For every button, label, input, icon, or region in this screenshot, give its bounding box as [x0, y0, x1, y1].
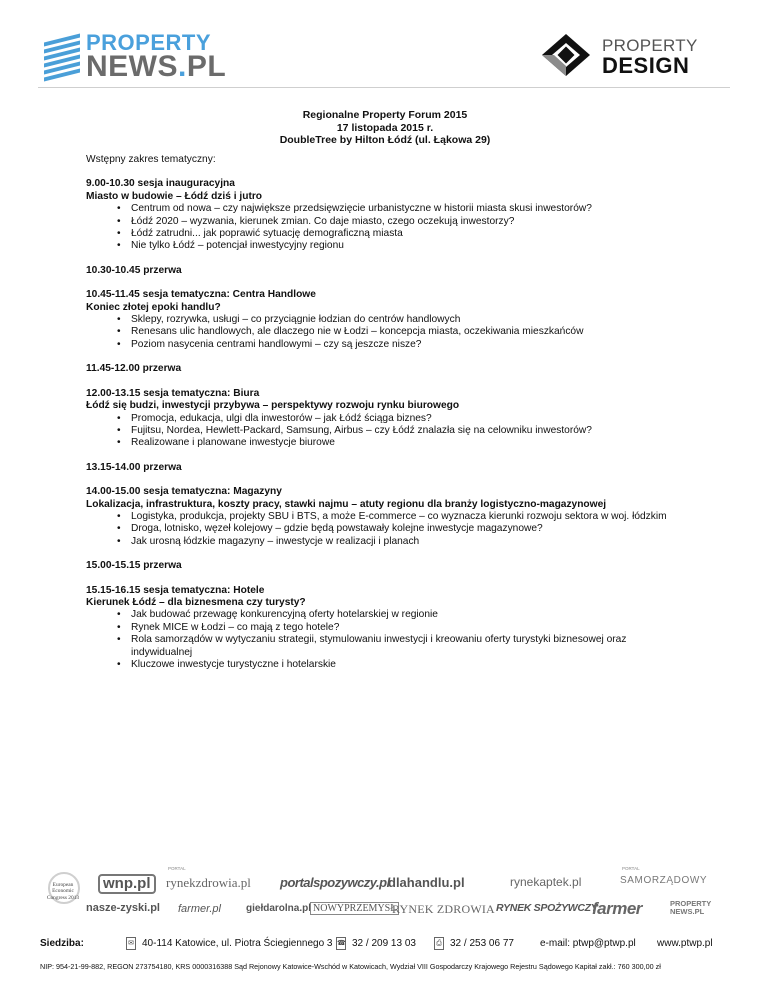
break-heading: 11.45-12.00 przerwa — [86, 363, 182, 375]
topic-item: • Rynek MICE w Łodzi – co mają z tego hotele? — [131, 622, 686, 634]
logo-portal-label: PORTAL — [622, 866, 640, 871]
logo-rynekspozywczy: RYNEK SPOŻYWCZY — [496, 902, 598, 914]
phone-icon: ☎ — [336, 937, 346, 950]
agenda-body — [86, 154, 686, 683]
logo-dlahandlu: dlahandlu.pl — [388, 875, 465, 890]
property-design-mark-icon — [540, 32, 592, 78]
break-heading: 15.00-15.15 przerwa — [86, 560, 182, 572]
agenda-break — [86, 363, 686, 375]
topic-item: • Poziom nasycenia centrami handlowymi – czy są jeszcze nisze? — [131, 339, 686, 351]
logo-farmer-pl: farmer.pl — [178, 903, 221, 915]
logo-gieldarolna: giełdarolna.pl — [246, 903, 312, 914]
session-time-heading: 12.00-13.15 sesja tematyczna: Biura — [86, 387, 260, 399]
logo-word-property: PROPERTY — [86, 30, 212, 55]
address-text: 40-114 Katowice, ul. Piotra Ściegiennego 3 — [142, 938, 333, 949]
topic-item: • Promocja, edukacja, ulgi dla inwestorów – jak Łódź ściąga biznes? — [131, 413, 686, 425]
topic-item: • Łódź zatrudni... jak poprawić sytuację demograficzną miasta — [131, 228, 686, 240]
logo-propertynews-small: PROPERTY NEWS.PL — [670, 899, 712, 916]
building-stack-icon — [44, 32, 80, 78]
logo-word-news: NEWS.PL — [86, 50, 227, 83]
topic-item: • Jak budować przewagę konkurencyjną oferty hotelarskiej w regionie — [131, 609, 686, 621]
topic-item: • Sklepy, rozrywka, usługi – co przyciągnie łodzian do centrów handlowych — [131, 314, 686, 326]
topic-list — [86, 314, 686, 351]
topic-item: • Logistyka, produkcja, projekty SBU i BTS, a może E-commerce – co wyznacza kierunki rozwoju sektora w woj. łódzkim — [131, 511, 686, 523]
email-text: e-mail: ptwp@ptwp.pl — [540, 938, 636, 949]
logo-nowyprzemysl: NOWYPRZEMYSŁ — [310, 902, 399, 915]
topic-item: • Centrum od nowa – czy największe przedsięwzięcie urbanistyczne w historii miasta skusi inwestorów? — [131, 203, 686, 215]
logo-rynekaptek: rynekaptek.pl — [510, 875, 582, 889]
break-heading: 10.30-10.45 przerwa — [86, 264, 182, 276]
session-time-heading: 14.00-15.00 sesja tematyczna: Magazyny — [86, 486, 282, 498]
document-title — [86, 109, 684, 147]
partner-logos — [40, 866, 730, 926]
logo-farmer: farmer — [592, 899, 642, 918]
topic-item: • Realizowane i planowane inwestycje biurowe — [131, 437, 686, 449]
intro-text: Wstępny zakres tematyczny: — [86, 154, 216, 165]
topic-item: • Droga, lotnisko, węzeł kolejowy – gdzie będą powstawały kolejne inwestycje magazynowe? — [131, 523, 686, 535]
mail-icon: ✉ — [126, 937, 136, 950]
agenda-section — [86, 486, 686, 548]
logo-word-property-right: PROPERTY — [602, 36, 698, 55]
session-subheading: Miasto w budowie – Łódź dziś i jutro — [86, 190, 263, 202]
phone-text: 32 / 209 13 03 — [352, 938, 416, 949]
logo-portalspozywczy: portalspozywczy.pl — [280, 875, 390, 890]
topic-item: • Renesans ulic handlowych, ale dlaczego nie w Łodzi – koncepcja miasta, oczekiwania mieszkańców — [131, 326, 686, 338]
agenda-break — [86, 462, 686, 474]
session-time-heading: 9.00-10.30 sesja inauguracyjna — [86, 178, 235, 190]
logo-portal-label: PORTAL — [168, 866, 186, 871]
siedziba-label: Siedziba: — [40, 938, 84, 949]
agenda-section — [86, 178, 686, 252]
title-venue: DoubleTree by Hilton Łódź (ul. Łąkowa 29) — [279, 134, 491, 146]
logo-nasze-zyski: nasze-zyski.pl — [86, 902, 160, 914]
agenda-section — [86, 388, 686, 450]
company-address-bar — [40, 935, 732, 955]
logo-rynekzdrowia: rynekzdrowia.pl — [166, 875, 251, 890]
agenda-break — [86, 265, 686, 277]
session-subheading: Koniec złotej epoki handlu? — [86, 301, 221, 313]
property-news-logo — [44, 30, 244, 82]
topic-list — [86, 609, 686, 671]
header-divider — [38, 87, 730, 88]
topic-item: • Nie tylko Łódź – potencjał inwestycyjny regionu — [131, 240, 686, 252]
session-subheading: Łódź się budzi, inwestycji przybywa – perspektywy rozwoju rynku biurowego — [86, 400, 460, 412]
company-registration-line: NIP: 954-21-99-882, REGON 273754180, KRS 0000316388 Sąd Rejonowy Katowice-Wschód w Katowicach, Wydział VIII Gospodarczy Krajowego Rejestru Sądowego Kapitał zakł.: 760 300,00 zł — [40, 962, 661, 971]
topic-list — [86, 511, 686, 548]
topic-item: • Rola samorządów w wytyczaniu strategii, stymulowaniu inwestycji i kreowaniu oferty turystyki biznesowej oraz indywidualnej — [131, 634, 686, 659]
logo-word-design: DESIGN — [602, 53, 690, 78]
website-text: www.ptwp.pl — [657, 938, 713, 949]
title-date: 17 listopada 2015 r. — [336, 121, 434, 134]
session-subheading: Kierunek Łódź – dla biznesmena czy turysty? — [86, 596, 306, 608]
logo-wnp: wnp.pl — [98, 874, 156, 894]
session-time-heading: 10.45-11.45 sesja tematyczna: Centra Handlowe — [86, 289, 316, 301]
topic-list — [86, 203, 686, 253]
logo-rynekzdrowia-serif: RYNEK ZDROWIA — [392, 902, 495, 916]
break-heading: 13.15-14.00 przerwa — [86, 461, 182, 473]
property-design-logo — [540, 30, 730, 82]
title-event: Regionalne Property Forum 2015 — [302, 109, 468, 121]
session-time-heading: 15.15-16.15 sesja tematyczna: Hotele — [86, 584, 265, 596]
logo-samorzadowy: SAMORZĄDOWY — [620, 875, 708, 886]
agenda-section — [86, 289, 686, 351]
topic-item: • Fujitsu, Nordea, Hewlett-Packard, Samsung, Airbus – czy Łódź znalazła się na celowniku inwestorów? — [131, 425, 686, 437]
session-subheading: Lokalizacja, infrastruktura, koszty pracy, stawki najmu – atuty regionu dla branży logistyczno-magazynowej — [86, 498, 607, 510]
fax-text: 32 / 253 06 77 — [450, 938, 514, 949]
economic-congress-badge: European Economic Congress 2013 — [42, 868, 84, 920]
topic-list — [86, 413, 686, 450]
agenda-break — [86, 560, 686, 572]
topic-item: • Kluczowe inwestycje turystyczne i hotelarskie — [131, 659, 686, 671]
topic-item: • Łódź 2020 – wyzwania, kierunek zmian. Co daje miasto, czego oczekują inwestorzy? — [131, 216, 686, 228]
topic-item: • Jak urosną łódzkie magazyny – inwestycje w realizacji i planach — [131, 536, 686, 548]
fax-icon: ⎙ — [434, 937, 444, 950]
agenda-section — [86, 585, 686, 672]
